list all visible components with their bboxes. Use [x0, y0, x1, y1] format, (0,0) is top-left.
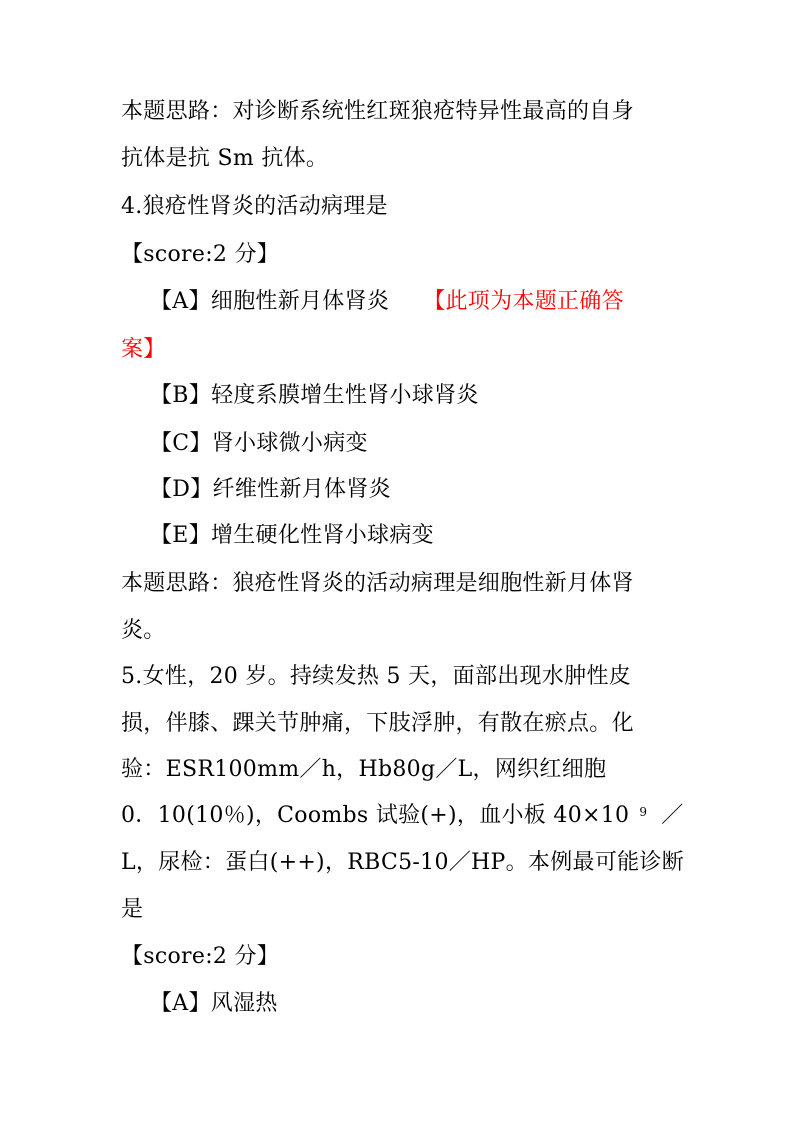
q4-analysis-line-2: 炎。 [121, 618, 166, 643]
q5-stem-line-5: L，尿检：蛋白(++)，RBC5-10／HP。本例最可能诊断 [121, 850, 685, 875]
q5-stem-line-3: 验：ESR100mm／h，Hb80g／L，网织红细胞 [121, 757, 607, 782]
q3-analysis-line-2: 抗体是抗 Sm 抗体。 [121, 146, 329, 171]
q4-option-e: 【E】增生硬化性肾小球病变 [150, 523, 434, 548]
q4-analysis-line-1: 本题思路：狼疮性肾炎的活动病理是细胞性新月体肾 [121, 571, 634, 596]
q5-option-a: 【A】风湿热 [150, 991, 278, 1016]
q4-option-a-label: 【A】细胞性新月体肾炎 [150, 289, 390, 314]
superscript: 9 [639, 805, 648, 819]
correct-answer-marker: 【此项为本题正确答 [423, 289, 624, 314]
q5-stem-line-1: 5.女性，20 岁。持续发热 5 天，面部出现水肿性皮 [121, 664, 632, 689]
slash: ／ [661, 803, 684, 828]
q4-option-c: 【C】肾小球微小病变 [150, 431, 368, 456]
q5-score: 【score:2 分】 [121, 944, 280, 969]
q4-option-b: 【B】轻度系膜增生性肾小球肾炎 [150, 383, 479, 408]
q4-option-a [150, 287, 624, 317]
q3-analysis-line-1: 本题思路：对诊断系统性红斑狼疮特异性最高的自身 [121, 99, 634, 124]
q5-stem-line-2: 损，伴膝、踝关节肿痛，下肢浮肿，有散在瘀点。化 [121, 711, 634, 736]
q4-option-d: 【D】纤维性新月体肾炎 [150, 477, 391, 502]
q4-score: 【score:2 分】 [121, 242, 280, 267]
q5-stem-line-4-text: 0．10(10％)，Coombs 试验(+)，血小板 40×10 [121, 803, 630, 828]
correct-answer-marker-continued: 案】 [121, 337, 166, 362]
q5-stem-line-6: 是 [121, 897, 144, 922]
q5-stem-line-4 [121, 801, 684, 831]
q4-stem: 4.狼疮性肾炎的活动病理是 [121, 194, 388, 219]
